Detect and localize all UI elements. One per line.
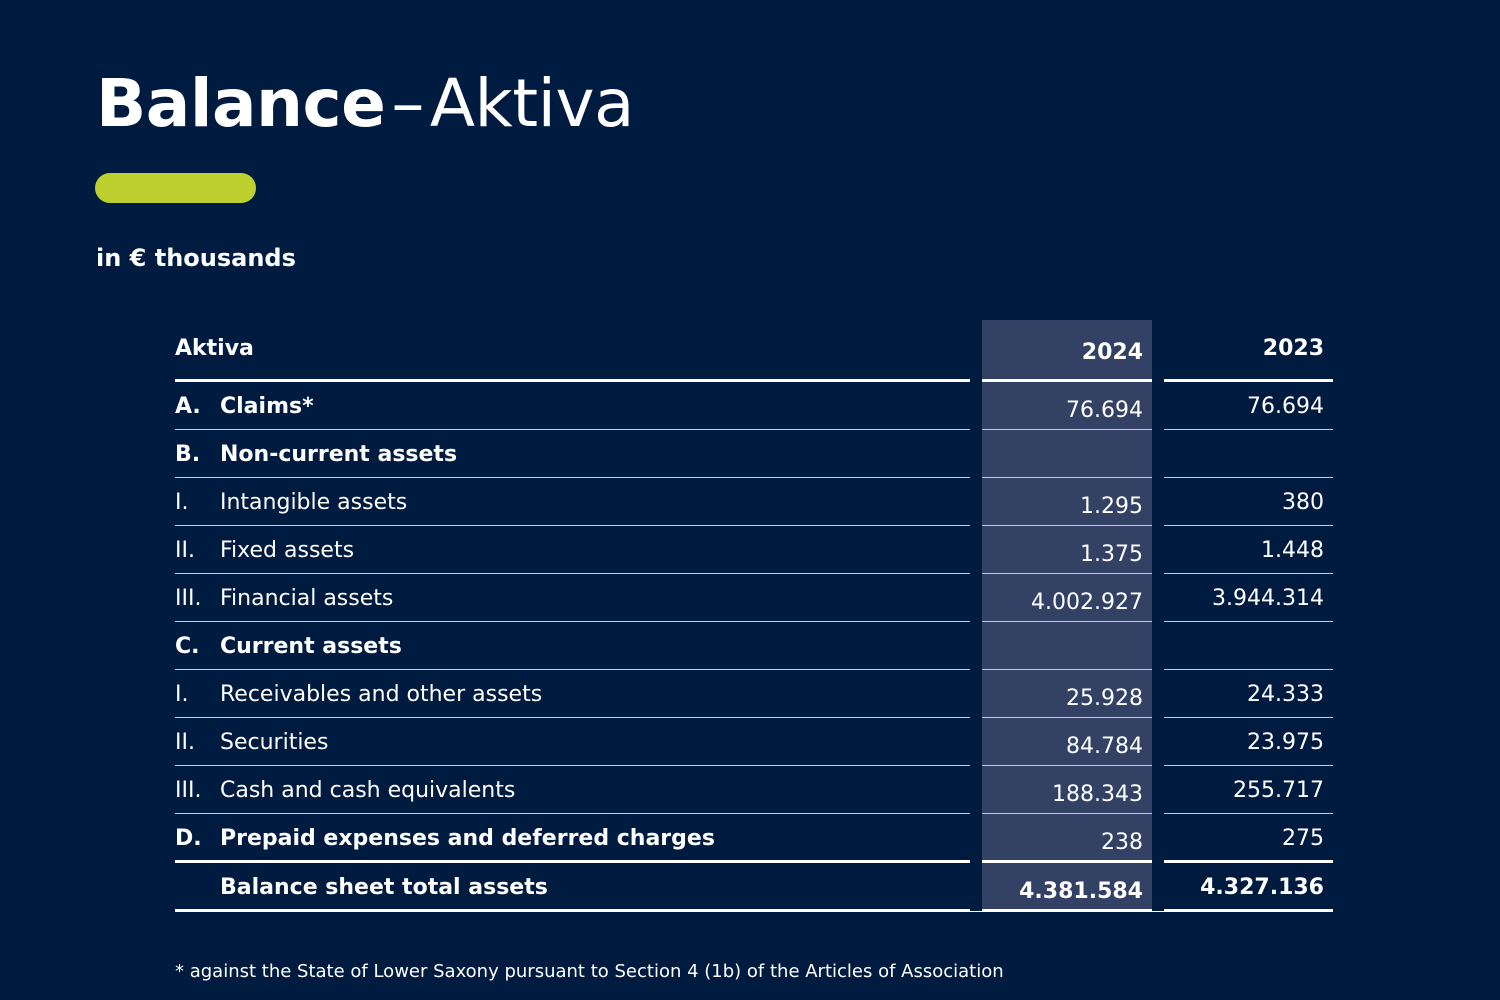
- row-number: III.: [175, 778, 202, 803]
- row-number: III.: [175, 586, 202, 611]
- value-2024: 84.784: [1066, 734, 1143, 759]
- row-label: Receivables and other assets: [220, 682, 543, 707]
- title-bold: Balance: [96, 65, 386, 142]
- total-label: Balance sheet total assets: [220, 875, 548, 900]
- row-number: I.: [175, 490, 189, 515]
- row-number: I.: [175, 682, 189, 707]
- value-2023: 24.333: [1247, 682, 1324, 707]
- value-2024: 76.694: [1066, 398, 1143, 423]
- balance-table: [175, 320, 1333, 912]
- value-2024: 1.295: [1080, 494, 1143, 519]
- row-label: Intangible assets: [220, 490, 408, 515]
- row-number: II.: [175, 730, 195, 755]
- value-2023: 23.975: [1247, 730, 1324, 755]
- unit-label: in € thousands: [96, 244, 296, 272]
- row-label: Cash and cash equivalents: [220, 778, 516, 803]
- value-2023: 1.448: [1261, 538, 1324, 563]
- row-number: B.: [175, 442, 201, 467]
- value-2023: 3.944.314: [1212, 586, 1324, 611]
- row-number: C.: [175, 634, 200, 659]
- value-2024: 4.002.927: [1031, 590, 1143, 615]
- row-label: Prepaid expenses and deferred charges: [220, 826, 715, 851]
- header-year-2024: 2024: [1081, 340, 1143, 365]
- value-2024: 1.375: [1080, 542, 1143, 567]
- total-value-2023: 4.327.136: [1200, 875, 1324, 900]
- title-separator: –: [391, 65, 424, 142]
- value-2023: 255.717: [1233, 778, 1324, 803]
- row-label: Financial assets: [220, 586, 394, 611]
- column-gap: [1152, 320, 1164, 911]
- value-2023: 76.694: [1247, 394, 1324, 419]
- row-label: Securities: [220, 730, 329, 755]
- value-2023: 380: [1282, 490, 1324, 515]
- row-number: II.: [175, 538, 195, 563]
- accent-bar: [95, 173, 256, 203]
- header-year-2023: 2023: [1262, 336, 1324, 361]
- row-label: Claims*: [220, 394, 314, 419]
- footnote: * against the State of Lower Saxony pursuant to Section 4 (1b) of the Articles of Association: [175, 961, 1004, 982]
- page-title: [96, 66, 634, 142]
- value-2024: 25.928: [1066, 686, 1143, 711]
- column-gap: [970, 320, 982, 911]
- row-number: D.: [175, 826, 202, 851]
- value-2023: 275: [1282, 826, 1324, 851]
- header-label: Aktiva: [175, 336, 254, 361]
- value-2024: 188.343: [1052, 782, 1143, 807]
- row-label: Non-current assets: [220, 442, 458, 467]
- row-number: A.: [175, 394, 201, 419]
- total-value-2024: 4.381.584: [1019, 879, 1143, 904]
- title-light: Aktiva: [429, 65, 634, 142]
- row-label: Fixed assets: [220, 538, 355, 563]
- row-label: Current assets: [220, 634, 402, 659]
- value-2024: 238: [1101, 830, 1143, 855]
